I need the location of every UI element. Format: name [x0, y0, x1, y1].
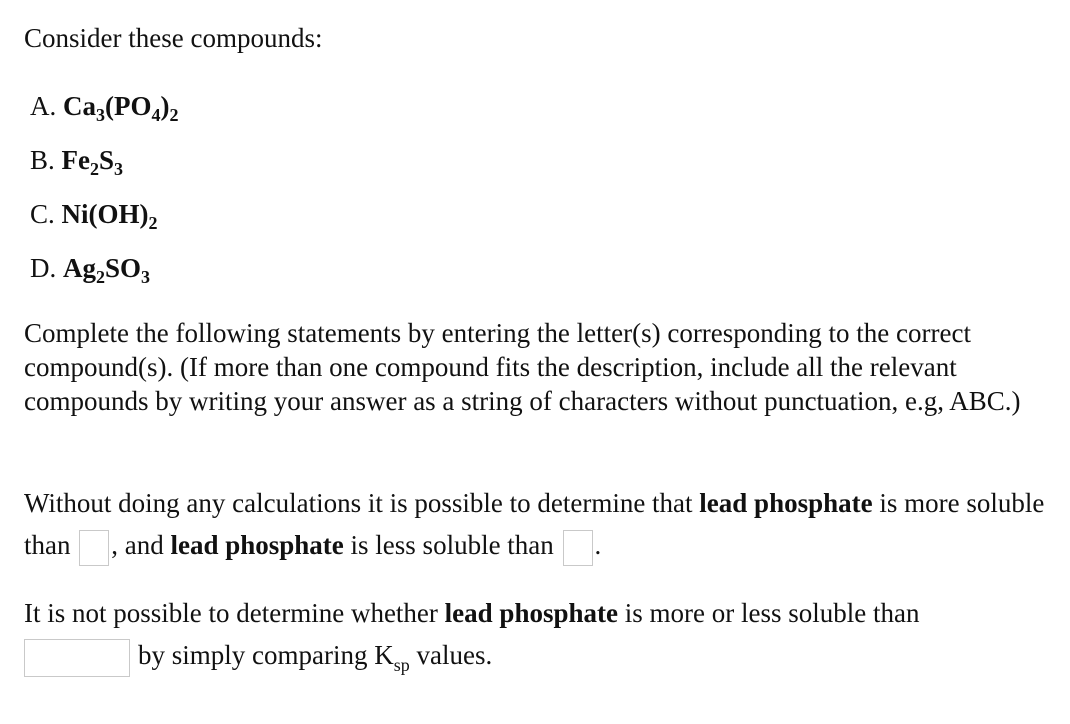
compound-letter: A.: [30, 91, 57, 121]
compound-formula: $Fe_2S_3$: [61, 145, 124, 179]
intro-text: Consider these compounds:: [24, 23, 323, 53]
compound-c: [30, 194, 179, 248]
q2-text: by simply comparing K: [138, 640, 394, 670]
compound-formula: $Ni(OH)_2$: [61, 199, 158, 233]
compound-formula: $Ca_3(PO_4)_2$: [63, 91, 179, 125]
q1-text: .: [594, 530, 602, 560]
more-soluble-answer-input[interactable]: [79, 530, 109, 566]
compound-formula: $Ag_2SO_3$: [63, 253, 151, 287]
q1-text: is more soluble than: [24, 488, 1045, 560]
compound-list: [30, 86, 179, 302]
question-2: [24, 592, 1054, 677]
compound-letter: C.: [30, 199, 55, 229]
instructions-text: Complete the following statements by entering the letter(s) corresponding to the correct compound(s). (If more than one compound fits the description, include all the relevant compounds by writing your answer as a string of characters without punctuation, e.g, ABC.): [24, 318, 1021, 416]
q1-bold: lead phosphate: [699, 488, 873, 518]
compound-d: [30, 248, 179, 302]
compound-a: [30, 86, 179, 140]
q2-text: values.: [409, 640, 493, 670]
compound-letter: D.: [30, 253, 57, 283]
q1-bold: lead phosphate: [170, 530, 344, 560]
q1-text: Without doing any calculations it is possible to determine that: [24, 488, 700, 518]
compound-letter: B.: [30, 145, 55, 175]
q2-bold: lead phosphate: [444, 598, 618, 628]
compound-b: [30, 140, 179, 194]
ksp-subscript: sp: [393, 655, 410, 675]
q2-text: It is not possible to determine whether: [24, 598, 445, 628]
q1-text: is less soluble than: [343, 530, 561, 560]
indeterminate-answer-input[interactable]: [24, 639, 130, 677]
less-soluble-answer-input[interactable]: [563, 530, 593, 566]
q1-text: , and: [111, 530, 171, 560]
question-1: [24, 482, 1054, 566]
q2-text: is more or less soluble than: [617, 598, 920, 628]
